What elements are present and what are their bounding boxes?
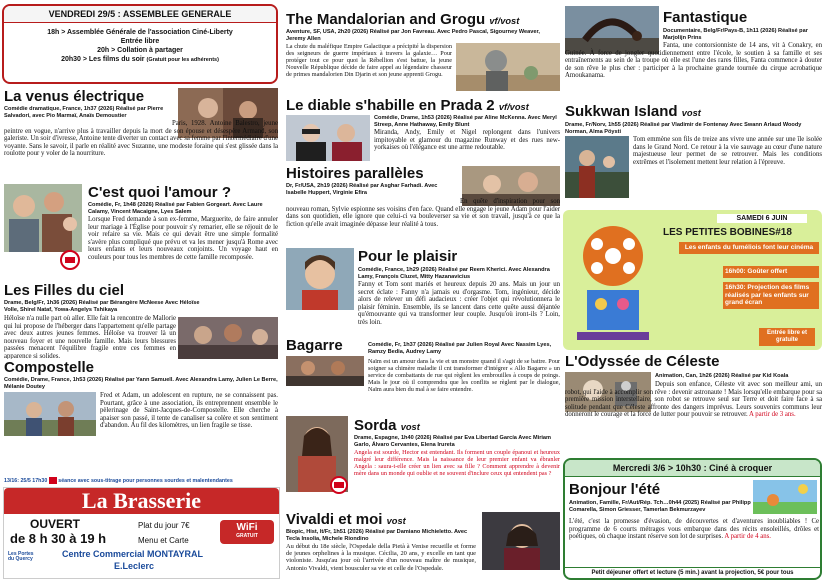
film-prada xyxy=(284,98,560,166)
special-note-text: séance avec sous-titrage pour personnes sourdes et malentendantes xyxy=(58,478,233,484)
sorda-subtitle-badge xyxy=(60,250,80,270)
croquer-header: Mercredi 3/6 > 10h30 : Ciné à croquer xyxy=(565,460,820,477)
bobines-line-2: 16h30: Projection des films réalisés par les enfants sur grand écran xyxy=(723,282,819,309)
film-bonjour-age: A partir de 4 ans. xyxy=(724,533,771,541)
photo-image xyxy=(4,392,96,436)
film-vivaldi-photo xyxy=(482,512,560,570)
film-sukkwan-photo xyxy=(565,136,629,198)
bobines-sub: Les enfants du fuméliois font leur cinéma xyxy=(679,242,819,254)
film-fantastique xyxy=(563,4,822,102)
film-filles-body: Héloïse n'a nulle part où aller. Elle fait la rencontre de Mallorie qui lui propose de l'héberger dans l'appartement qu'elle partage avec deux autres jeunes femmes. Héloïse va trouver là un nouveau foyer et une nouvelle famille. Mais leurs blessures passées menacent l'équilibre fragile entre ces femmes en apparence si solides. xyxy=(4,315,176,359)
bobines-title: LES PETITES BOBINES#18 xyxy=(663,227,792,238)
assembly-line-2: Entrée libre xyxy=(120,38,160,45)
film-odyssee-title: L'Odyssée de Céleste xyxy=(565,354,720,370)
film-venus-meta: Comédie dramatique, France, 1h37 (2026) Réalisé par Pierre Salvadori, avec Pio Marmaï, Anaïs Demoustier xyxy=(4,106,164,119)
film-odyssee-meta: Animation, Can, 1h26 (2026) Réalisé par Kid Koala xyxy=(655,373,789,379)
brasserie-menu: Menu et Carte xyxy=(138,536,189,545)
film-filles-title: Les Filles du ciel xyxy=(4,283,125,299)
film-sukkwan-tag: vost xyxy=(681,108,701,118)
film-mandalorian-meta: Aventure, SF, USA, 2h20 (2026) Réalisé par Jon Favreau. Avec Pedro Pascal, Sigourney Weaver, Jeremy Allen xyxy=(286,29,540,42)
film-bonjour-photo xyxy=(753,480,817,514)
film-amour xyxy=(2,182,280,280)
film-prada-tag: vf/vost xyxy=(498,102,529,112)
film-plaisir-body: Fanny et Tom sont mariés et heureux depuis 20 ans. Mais un jour un secret éclate : Fanny n'a jamais eu d'orgasme. Tom, ingénieur, décide alors de relever un défi audacieux : créer l'objet qui révolutionnera le plaisir féminin. Ensemble, ils se lancent dans cette quête aussi déjantée qu'émouvante qui va transformer leur couple. Jusqu'où iront-ils ? Loin, très loin. xyxy=(358,281,560,326)
subtitle-badge-icon xyxy=(60,250,80,270)
film-sukkwan-meta: Drame, Fr/Norv, 1h55 (2026) Réalisé par Vladimir de Fontenay Avec Swann Arlaud Woody Norman, Alma Pöysti xyxy=(565,122,802,135)
film-amour-title: C'est quoi l'amour ? xyxy=(88,184,231,201)
film-sorda-meta: Drame, Espagne, 1h40 (2026) Réalisé par Eva Libertad García Avec Miriam Garlo, Álvaro Cervantes, Elena Irureta xyxy=(354,435,552,448)
film-compostelle xyxy=(2,360,280,472)
column-middle xyxy=(284,0,560,582)
brasserie-centre: Centre Commercial MONTAYRAL xyxy=(62,549,204,559)
assembly-box xyxy=(2,4,278,84)
brasserie-store: E.Leclerc xyxy=(114,561,155,571)
film-amour-body: Lorsque Fred demande à son ex-femme, Marguerite, de faire annuler leur mariage à l'Église pour pouvoir s'y remarier, elle se réjouit de le voir refaire sa vie. Mais ce qui devait être une simple formalité s'avère plus compliqué que prévu et va les mener jusqu'à Rome avec leurs enfants et leurs nouveaux conjoints. Un voyage haut en couleurs pour tous les membres de cette famille recomposée. xyxy=(88,216,278,261)
photo-image xyxy=(178,317,278,359)
film-sorda-tag: vost xyxy=(400,422,420,432)
wifi-label: WiFi xyxy=(236,522,258,533)
film-paralleles-meta: Dr, Fr/USA, 2h19 (2026) Réalisé par Asghar Farhadi. Avec Isabelle Huppert, Virginie Efira xyxy=(286,183,438,196)
assembly-header: VENDREDI 29/5 : ASSEMBLEE GENERALE xyxy=(4,6,276,23)
special-note-code: 13/16: 25/5 17h30 xyxy=(4,478,48,484)
wifi-sub: GRATUIT xyxy=(236,533,258,539)
film-fantastique-title: Fantastique xyxy=(663,9,748,26)
film-mandalorian xyxy=(284,12,560,98)
film-filles-photo xyxy=(178,317,278,359)
photo-image xyxy=(286,356,364,386)
assembly-line-4: 20h30 > Les films du soir (Gratuit pour les adhérents) xyxy=(61,56,219,63)
film-bagarre-meta: Comédie, Fr, 1h37 (2026) Réalisé par Julien Royal Avec Nassim Lyes, Ramzy Bedia, Audrey Lamy xyxy=(368,342,552,355)
film-prada-title: Le diable s'habille en Prada 2 vf/vost xyxy=(286,98,529,114)
film-amour-meta: Comédie, Fr, 1h48 (2026) Réalisé par Fabien Gorgeart. Avec Laure Calamy, Vincent Macaigne, Lyes Salem xyxy=(88,202,263,215)
film-sukkwan-body: Tom emmène son fils de treize ans vivre une année sur une île isolée dans le Grand Nord. Ce retour à la vie sauvage au cœur d'une nature majestueuse leur permet de se retrouver. Mais les conditions extrêmes et l'isolement mettent leur relation à l'épreuve. xyxy=(633,136,822,166)
bobines-box xyxy=(563,210,822,350)
film-vivaldi-meta: Biopic, Hist, It/Fr, 1h51 (2026) Réalisé par Damiano Michieletto. Avec Tecla Insolia, Michele Riondino xyxy=(286,529,468,542)
bobines-entry: Entrée libre et gratuite xyxy=(759,328,815,346)
film-sukkwan-title: Sukkwan Island vost xyxy=(565,104,701,120)
photo-image xyxy=(4,184,82,252)
photo-image xyxy=(286,115,370,161)
film-amour-photo xyxy=(4,184,82,252)
brasserie-ad xyxy=(3,487,280,579)
film-sorda xyxy=(284,416,560,512)
brasserie-hours: de 8 h 30 à 19 h xyxy=(10,531,107,546)
film-compostelle-photo xyxy=(4,392,96,436)
photo-image xyxy=(456,43,560,91)
film-mandalorian-body: La chute du maléfique Empire Galactique a précipité la dispersion des seigneurs de guerre impériaux à travers la galaxie… Pour protéger tout ce pour quoi la Rébellion s'est battue, la jeune Nouvelle République décide de faire appel au légendaire chasseur de primes mandalorien Din Djarin et son jeune apprenti Grogu. xyxy=(286,43,452,78)
film-mandalorian-title: The Mandalorian and Grogu vf/vost xyxy=(286,12,520,28)
subtitle-icon xyxy=(49,477,57,484)
film-sorda-body: Angela est sourde, Hector est entendant. Ils forment un couple épanoui et heureux malgré leur différence. Mais la naissance de leur premier enfant va ébranler Angela : saura-t-elle créer un lien avec sa fille ? Comment apprendre à devenir mère dans un monde qui oublie et ne souvent d'inclure ceux qui entendent pas ? xyxy=(354,449,560,477)
film-fantastique-meta: Documentaire, Belg/Fr/Pays-B, 1h11 (2026) Réalisé par Marjolijn Prins xyxy=(663,28,808,41)
film-plaisir-title: Pour le plaisir xyxy=(358,248,458,265)
film-vivaldi-tag: vost xyxy=(386,516,406,526)
film-paralleles-title: Histoires parallèles xyxy=(286,166,424,182)
film-reel-icon xyxy=(567,216,659,344)
photo-image xyxy=(565,136,629,198)
film-odyssee xyxy=(563,354,822,454)
film-bonjour-meta: Animation, Famille, Fr/Aut/Rép. Tch…0h44 (2025) Réalisé par Philipp Comarella, Simon Griesser, Tamerlan Bekmurzayev xyxy=(569,500,751,513)
film-sukkwan xyxy=(563,104,822,208)
film-odyssee-body: Depuis son enfance, Céleste vit avec son meilleur ami, un robot, qui l'aide à accomplir son rêve : devenir astronaute ! Mais lorsqu'elle embarque pour sa première mission interstellaire, son robot se retrouve seul sur Terre et doit faire face à sa solitude pendant que Céleste affronte des dangers imprévus. Leurs souvenirs communs leur donneront le courage et la force de lutter pour pouvoir se retrouver. A partir de 3 ans. xyxy=(565,381,822,419)
croquer-box xyxy=(563,458,822,580)
wifi-badge xyxy=(220,520,274,544)
photo-image xyxy=(482,512,560,570)
film-plaisir-photo xyxy=(286,248,354,310)
film-sorda-title: Sorda vost xyxy=(354,417,420,434)
film-vivaldi xyxy=(284,512,560,582)
brasserie-name: La Brasserie xyxy=(4,488,279,514)
film-venus-body: Paris, 1928. Antoine Balestro, jeune peintre en vogue, n'arrive plus à travailler depuis la mort de son épouse et désespère Armand, son galeriste. Un soir d'ivresse, Antoine tente diverter un contact avec sa femme par l'intermédiaire d'une voyante. Sans le savoir, il parle en réalité avec Suzanne, une modeste foraine qui s'est glissée dans la roulotte pour y voler de la nourriture. xyxy=(4,120,278,158)
film-bonjour-title: Bonjour l'été xyxy=(569,481,661,498)
film-bagarre-body: Naïm est un amour dans la vie et un monstre quand il s'agit de se battre. Pour soigner sa chimère maladie il cnt transformer d'intégrer « Allo Bagarre » un service de combattants de rue qui règlent les embrouilles à coups de poings. Mais le jour où il comprendra que les conflits se règlent par le dialogue, Naïm aura bien du mal à se faire entendre. xyxy=(368,358,560,393)
bobines-illustration xyxy=(567,216,659,344)
film-fantastique-body: Fanta, une contorsionniste de 14 ans, vit à Conakry, en Guinée. À force de jongler quotidiennement entre l'école, le soutien à sa famille et ses entraînements au sein de la troupe où elle est l'une des rares filles, Fanta commence à douter de son rêve le plus cher : participer à la prochaine grande tournée du cirque acrobatique Amoukanama. xyxy=(565,42,822,80)
film-prada-body: Miranda, Andy, Emily et Nigel replongent dans l'univers impitoyable et glamour du magazine Runway et des rues new-yorkaises où l'élégance est une arme redoutable. xyxy=(374,129,560,152)
film-mandalorian-tag: vf/vost xyxy=(489,16,520,26)
film-bagarre-photo xyxy=(286,356,364,386)
film-compostelle-title: Compostelle xyxy=(4,360,95,376)
film-mandalorian-photo xyxy=(456,43,560,91)
assembly-line-3: 20h > Collation à partager xyxy=(97,47,183,54)
film-bonjour-body: L'été, c'est la promesse d'évasion, de découvertes et d'aventures inoubliables ! Ce programme de 6 courts métrages vous embarque dans des récits ensoleillés, drôles et poétiques, où chaque instant réserve son lot de surprises. A partir de 4 ans. xyxy=(569,518,819,541)
subtitle-badge-icon xyxy=(330,476,348,494)
brasserie-ouvert: OUVERT xyxy=(30,517,81,531)
photo-image xyxy=(753,480,817,514)
film-compostelle-meta: Comédie, Drame, France, 1h53 (2026) Réalisé par Yann Samuell. Avec Alexandra Lamy, Julien Le Berre, Mélanie Doutey xyxy=(4,377,278,390)
photo-image xyxy=(286,248,354,310)
film-filles-meta: Drame, Belg/Fr, 1h36 (2026) Réalisé par Bérangère McNeese Avec Héloïse Volle, Shirel Nataf, Yowa-Angelys Tshikaya xyxy=(4,300,200,313)
film-prada-meta: Comédie, Drame, 1h53 (2026) Réalisé par Aline McKenna. Avec Meryl Streep, Anne Hathaway, Emily Blunt xyxy=(374,115,557,128)
film-vivaldi-title: Vivaldi et moi vost xyxy=(286,512,406,528)
assembly-line-1: 18h > Assemblée Générale de l'association Ciné-Liberty xyxy=(47,29,233,36)
film-odyssee-age: A partir de 3 ans. xyxy=(749,411,796,419)
sorda-badge xyxy=(330,476,348,494)
column-left xyxy=(2,0,280,582)
film-plaisir-meta: Comédie, France, 1h29 (2026) Réalisé par Reem Kherici. Avec Alexandra Lamy, François Cluzet, Mitty Hazanavicius xyxy=(358,267,550,280)
special-note xyxy=(4,476,280,486)
film-vivaldi-body: Au début du 18e siècle, l'Ospedale della Pietà à Venise recueille et forme de jeunes orphelines à la musique. Cécilia, 20 ans, y excelle en tant que violoniste. Jusqu'au jour où l'arrivée d'un nouveau maître de musique, Antonio Vivaldi, vient bousculer sa vie et celle de l'Ospedale. xyxy=(286,543,476,572)
film-plaisir xyxy=(284,245,560,337)
film-venus xyxy=(2,88,280,180)
film-bagarre xyxy=(284,338,560,416)
column-right xyxy=(563,0,822,582)
film-paralleles-body: En quête d'inspiration pour son nouveau roman, Sylvie espionne ses voisins d'en face. Quand elle engage le jeune Adam pour l'aider dans son quotidien, elle ignore que celui-ci va bouleverser sa vie et son travail, jusqu'à ce que la fiction qu'elle avait imaginée dépasse leur réalité à tous. xyxy=(286,198,560,228)
film-bagarre-title: Bagarre xyxy=(286,338,343,354)
film-venus-title: La venus électrique xyxy=(4,88,145,105)
portes-logo: Les Portes du Quercy xyxy=(8,551,34,562)
croquer-footer: Petit déjeuner offert et lecture (5 min.) avant la projection, 5€ pour tous xyxy=(565,567,820,578)
bobines-line-1: 16h00: Goûter offert xyxy=(723,266,819,278)
film-filles xyxy=(2,283,280,359)
film-prada-photo xyxy=(286,115,370,161)
brasserie-plat: Plat du jour 7€ xyxy=(138,521,190,530)
film-compostelle-body: Fred et Adam, un adolescent en rupture, ne se connaissent pas. Pourtant, grâce à une association, ils entreprennent ensemble le pèlerinage de Saint-Jacques-de-Compostelle. Elle cherche à apaiser son passé, il tente de canaliser sa colère et son sentiment d'abandon. Au fil des kilomètres, un lien fragile se tisse. xyxy=(100,392,278,430)
bobines-date: SAMEDI 6 JUIN xyxy=(717,214,807,223)
film-paralleles xyxy=(284,166,560,244)
